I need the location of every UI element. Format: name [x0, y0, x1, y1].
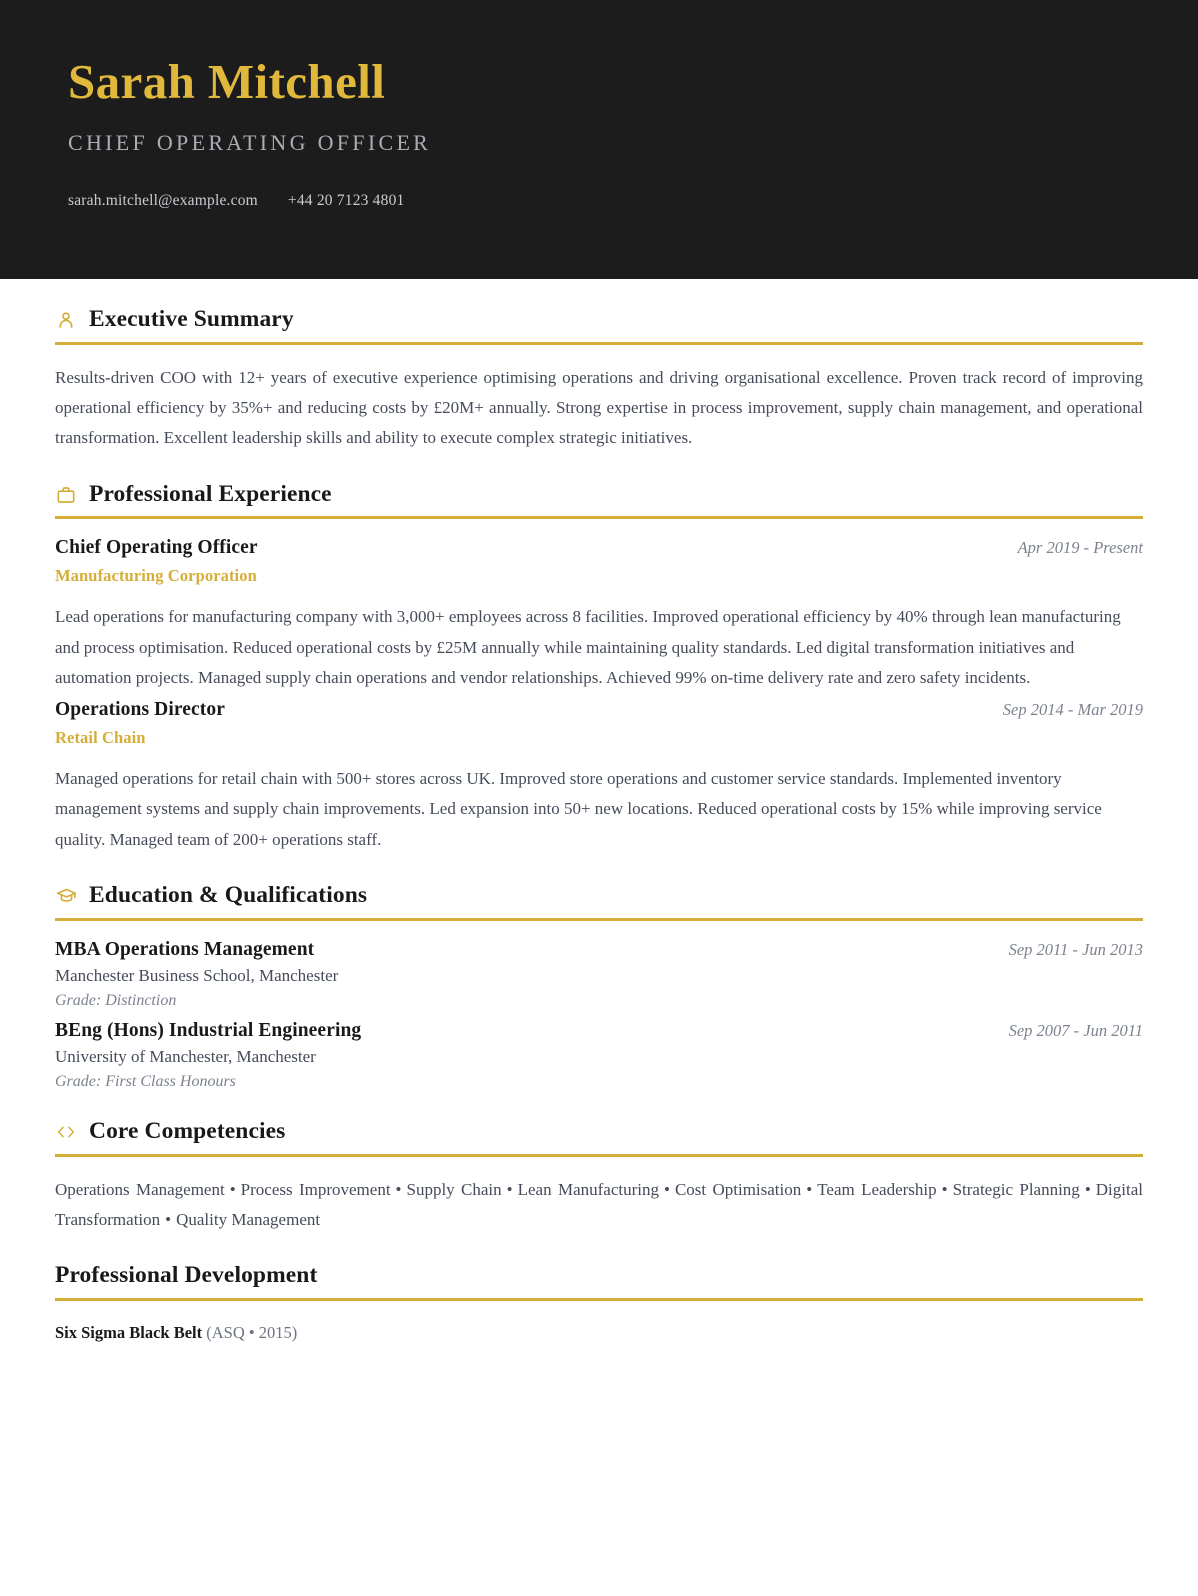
briefcase-icon	[55, 484, 77, 506]
section-divider	[55, 1154, 1143, 1157]
experience-entry-header	[55, 537, 1143, 559]
skill-item: Team Leadership	[817, 1179, 937, 1199]
skills-list	[55, 1175, 1143, 1236]
skill-item: Strategic Planning	[952, 1179, 1080, 1199]
skill-separator: •	[395, 1179, 402, 1199]
section-title: Education & Qualifications	[89, 881, 368, 908]
section-title: Professional Experience	[89, 480, 332, 507]
experience-date: Sep 2014 - Mar 2019	[1002, 700, 1143, 720]
section-professional-experience	[55, 454, 1143, 855]
education-degree: BEng (Hons) Industrial Engineering	[55, 1019, 362, 1041]
education-degree: MBA Operations Management	[55, 938, 315, 960]
certification-name: Six Sigma Black Belt	[55, 1322, 203, 1342]
person-icon	[55, 309, 77, 331]
experience-organisation: Manufacturing Corporation	[55, 566, 257, 586]
email-text[interactable]: sarah.mitchell@example.com	[68, 191, 258, 209]
education-date: Sep 2011 - Jun 2013	[1008, 939, 1143, 959]
experience-role: Operations Director	[55, 699, 225, 721]
phone-text[interactable]: +44 20 7123 4801	[287, 191, 405, 209]
skill-item: Operations Management	[55, 1179, 225, 1199]
skill-item: Cost Optimisation	[674, 1179, 802, 1199]
education-entry	[55, 939, 1143, 1010]
skill-separator: •	[165, 1209, 172, 1229]
skill-item: Lean Manufacturing	[517, 1179, 659, 1199]
section-divider	[55, 918, 1143, 921]
experience-entry	[55, 537, 1143, 693]
skill-item: Quality Management	[176, 1209, 321, 1229]
summary-text: Results-driven COO with 12+ years of executive experience optimising operations and driving organisational excellence. Proven track record of improving operational efficiency by 35%+ and reducing costs by £20M+ annually. Strong expertise in process improvement, supply chain management, and operational transformation. Excellent leadership skills and ability to execute complex strategic initiatives.	[55, 367, 1143, 448]
resume-body	[0, 279, 1198, 1387]
section-header	[55, 307, 1143, 342]
candidate-job-title: CHIEF OPERATING OFFICER	[68, 129, 432, 155]
section-header	[55, 1263, 1143, 1298]
resume-header	[0, 0, 1198, 279]
experience-description: Lead operations for manufacturing company with 3,000+ employees across 8 facilities. Improved operational efficiency by 40% through lean manufacturing and process optimisation. Reduced operational costs by £25M annually while maintaining quality standards. Led digital transformation initiatives and automation projects. Managed supply chain operations and vendor relationships. Achieved 99% on-time delivery rate and zero safety incidents.	[55, 607, 1121, 687]
education-grade: Grade: Distinction	[55, 991, 177, 1009]
experience-organisation: Retail Chain	[55, 728, 146, 748]
education-entry-header	[55, 1020, 1143, 1042]
section-title: Core Competencies	[89, 1117, 286, 1144]
graduation-cap-icon	[55, 885, 77, 907]
education-entry	[55, 1020, 1143, 1091]
skill-separator: •	[663, 1179, 670, 1199]
education-grade: Grade: First Class Honours	[55, 1072, 236, 1090]
section-core-competencies	[55, 1091, 1143, 1235]
section-header	[55, 1119, 1143, 1154]
section-title: Executive Summary	[89, 306, 294, 332]
experience-description: Managed operations for retail chain with 500+ stores across UK. Improved store operations and customer service standards. Implemented inventory management systems and supply chain improvements. Led expansion into 50+ new locations. Reduced operational costs by 15% while improving service quality. Managed team of 200+ operations staff.	[55, 769, 1102, 849]
education-institution: Manchester Business School, Manchester	[55, 965, 339, 985]
section-divider	[55, 516, 1143, 519]
contact-row	[68, 192, 1130, 210]
experience-entry-header	[55, 699, 1143, 721]
skill-separator: •	[229, 1179, 236, 1199]
section-executive-summary	[55, 279, 1143, 454]
skill-item: Process Improvement	[240, 1179, 391, 1199]
certification-item	[55, 1319, 1143, 1347]
section-education-qualifications	[55, 855, 1143, 1091]
experience-entry	[55, 699, 1143, 855]
skill-item: Digital Transformation	[55, 1179, 1143, 1229]
section-divider	[55, 342, 1143, 345]
section-professional-development	[55, 1235, 1143, 1347]
skill-separator: •	[1084, 1179, 1091, 1199]
skill-separator: •	[806, 1179, 813, 1199]
code-brackets-icon	[55, 1121, 77, 1143]
education-institution: University of Manchester, Manchester	[55, 1046, 316, 1066]
experience-role: Chief Operating Officer	[55, 537, 258, 559]
education-entry-header	[55, 939, 1143, 961]
skill-item: Supply Chain	[406, 1179, 502, 1199]
experience-date: Apr 2019 - Present	[1017, 538, 1143, 558]
education-date: Sep 2007 - Jun 2011	[1008, 1020, 1143, 1040]
skill-separator: •	[506, 1179, 513, 1199]
candidate-name: Sarah Mitchell	[68, 54, 386, 109]
certification-meta: (ASQ • 2015)	[206, 1322, 298, 1342]
skill-separator: •	[941, 1179, 948, 1199]
section-divider	[55, 1298, 1143, 1301]
section-header	[55, 883, 1143, 918]
section-title: Professional Development	[55, 1262, 318, 1289]
section-header	[55, 482, 1143, 517]
